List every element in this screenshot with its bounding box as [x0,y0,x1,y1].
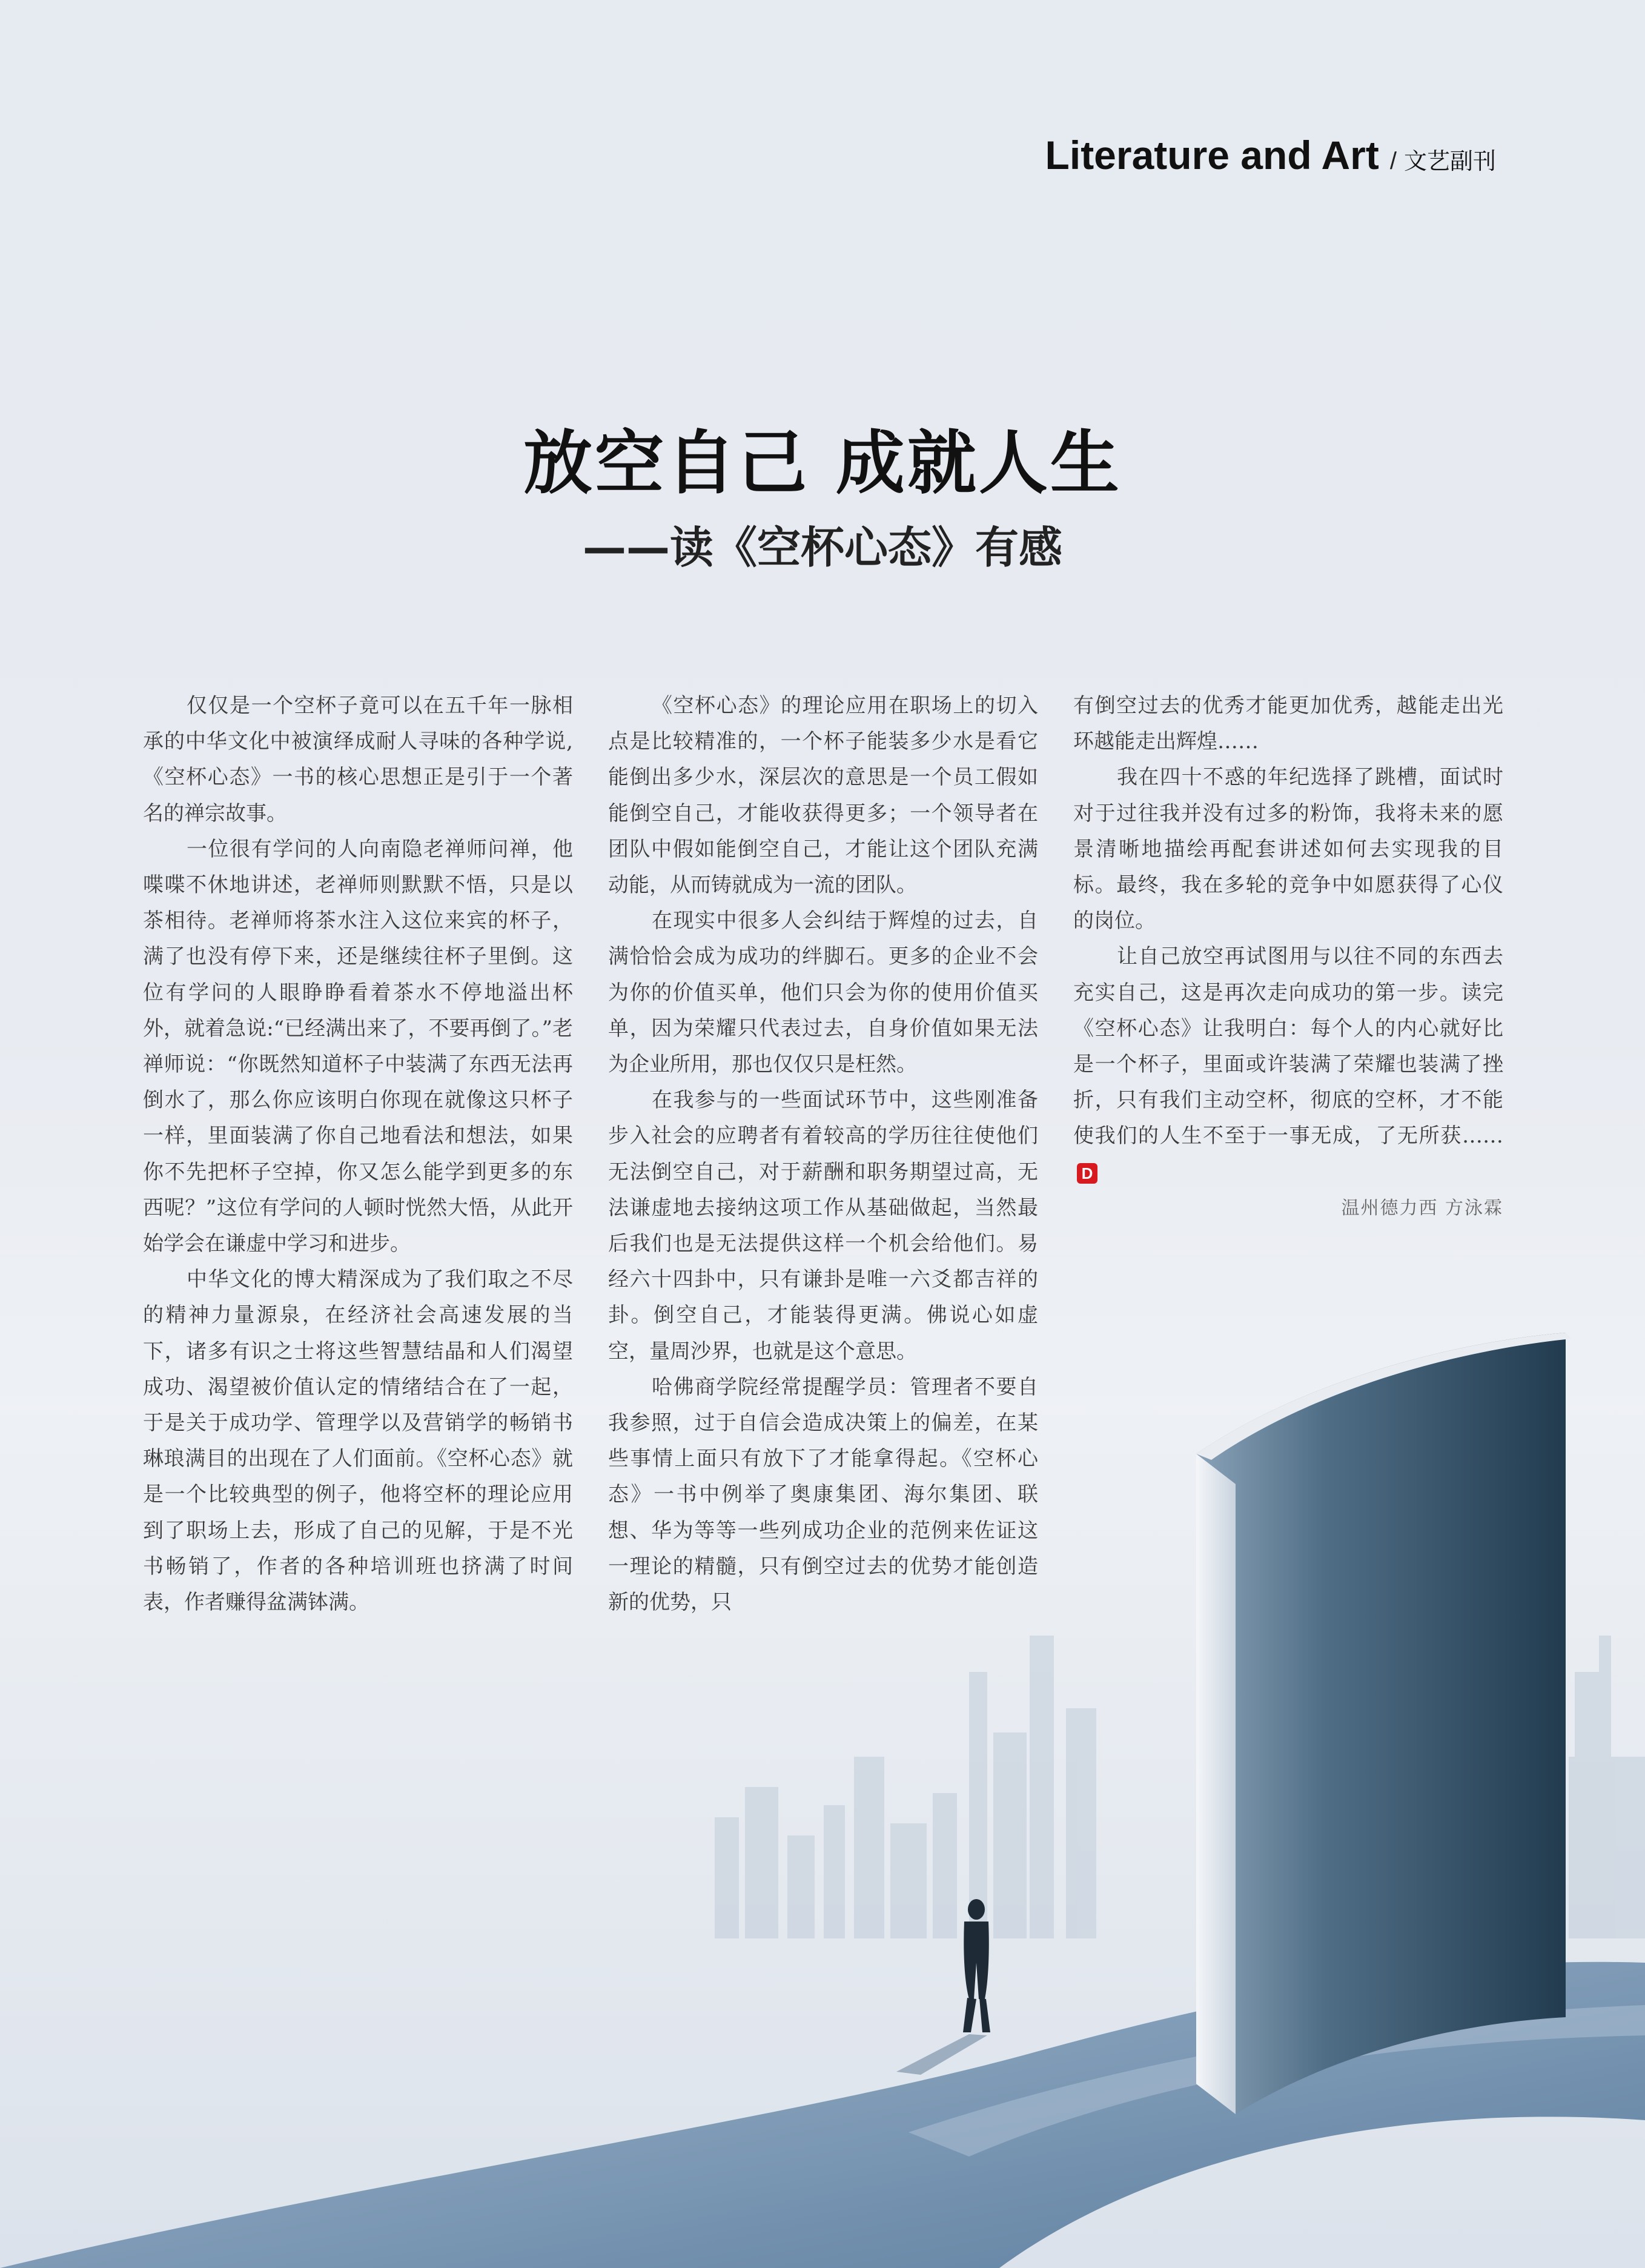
article-title: 放空自己 成就人生 [523,423,1122,503]
paragraph: 在我参与的一些面试环节中，这些刚准备步入社会的应聘者有着较高的学历往往使他们无法倒空自己，对于薪酬和职务期望过高，无法谦虚地去接纳这项工作从基础做起，当然最后我们也是无法提供这样一个机会给他们。易经六十四卦中，只有谦卦是唯一六爻都吉祥的卦。倒空自己，才能装得更满。佛说心如虚空，量周沙界，也就是这个意思。 [608,1088,1038,1364]
paragraph: 《空杯心态》的理论应用在职场上的切入点是比较精准的，一个杯子能装多少水是看它能倒出多少水，深层次的意思是一个员工假如能倒空自己，才能收获得更多；一个领导者在团队中假如能倒空自己，才能让这个团队充满动能，从而铸就成为一流的团队。 [608,694,1038,898]
paragraph: 仅仅是一个空杯子竟可以在五千年一脉相承的中华文化中被演绎成耐人寻味的各种学说,《空杯心态》一书的核心思想正是引于一个著名的禅宗故事。 [143,694,573,826]
paragraph: 在现实中很多人会纠结于辉煌的过去，自满恰恰会成为成功的绊脚石。更多的企业不会为你的价值买单，他们只会为你的使用价值买单，因为荣耀只代表过去，自身价值如果无法为企业所用，那也仅仅只是枉然。 [608,909,1038,1077]
article-column-2 [608,688,1038,1620]
article-body [143,688,1503,1620]
article-column-1 [143,688,573,1620]
author-byline: 温州德力西 方泳霖 [1341,1197,1503,1219]
paragraph: 有倒空过去的优秀才能更加优秀，越能走出光环越能走出辉煌…… [1073,694,1503,754]
paragraph-text: 让自己放空再试图用与以往不同的东西去充实自己，这是再次走向成功的第一步。读完《空杯心态》让我明白：每个人的内心就好比是一个杯子，里面或许装满了荣耀也装满了挫折，只有我们主动空杯，彻底的空杯，才不能使我们的人生不至于一事无成，了无所获…… [1073,944,1503,1149]
title-block [0,418,1645,578]
section-separator: / [1389,148,1397,174]
section-name-zh: 文艺副刊 [1403,148,1496,174]
article-column-3 [1073,688,1503,1620]
section-header [1045,132,1496,178]
paragraph: 哈佛商学院经常提醒学员：管理者不要自我参照，过于自信会造成决策上的偏差，在某些事情上面只有放下了才能拿得起。《空杯心态》一书中例举了奥康集团、海尔集团、联想、华为等等一些列成功企业的范例来佐证这一理论的精髓，只有倒空过去的优势才能创造新的优势，只 [608,1374,1038,1615]
paragraph [1073,939,1503,1190]
article-subtitle: ——读《空杯心态》有感 [582,522,1062,573]
paragraph: 我在四十不惑的年纪选择了跳槽，面试时对于过往我并没有过多的粉饰，我将未来的愿景清晰地描绘再配套讲述如何去实现我的目标。最终，我在多轮的竞争中如愿获得了心仪的岗位。 [1073,765,1503,933]
paragraph: 一位很有学问的人向南隐老禅师问禅，他喋喋不休地讲述，老禅师则默默不悟，只是以茶相待。老禅师将茶水注入这位来宾的杯子，满了也没有停下来，还是继续往杯子里倒。这位有学问的人眼睁睁看着茶水不停地溢出杯外，就着急说:“已经满出来了，不要再倒了。”老禅师说：“你既然知道杯子中装满了东西无法再倒水了，那么你应该明白你现在就像这只杯子一样，里面装满了你自己地看法和想法，如果你不先把杯子空掉，你又怎么能学到更多的东西呢？”这位有学问的人顿时恍然大悟，从此开始学会在谦虚中学习和进步。 [143,837,573,1256]
end-mark-icon: D [1077,1163,1097,1184]
paragraph: 中华文化的博大精深成为了我们取之不尽的精神力量源泉，在经济社会高速发展的当下，诸多有识之士将这些智慧结晶和人们渴望成功、渴望被价值认定的情绪结合在了一起，于是关于成功学、管理学以及营销学的畅销书琳琅满目的出现在了人们面前。《空杯心态》就是一个比较典型的例子，他将空杯的理论应用到了职场上去，形成了自己的见解，于是不光书畅销了，作者的各种培训班也挤满了时间表，作者赚得盆满钵满。 [143,1267,573,1615]
section-name-en: Literature and Art [1045,133,1379,177]
